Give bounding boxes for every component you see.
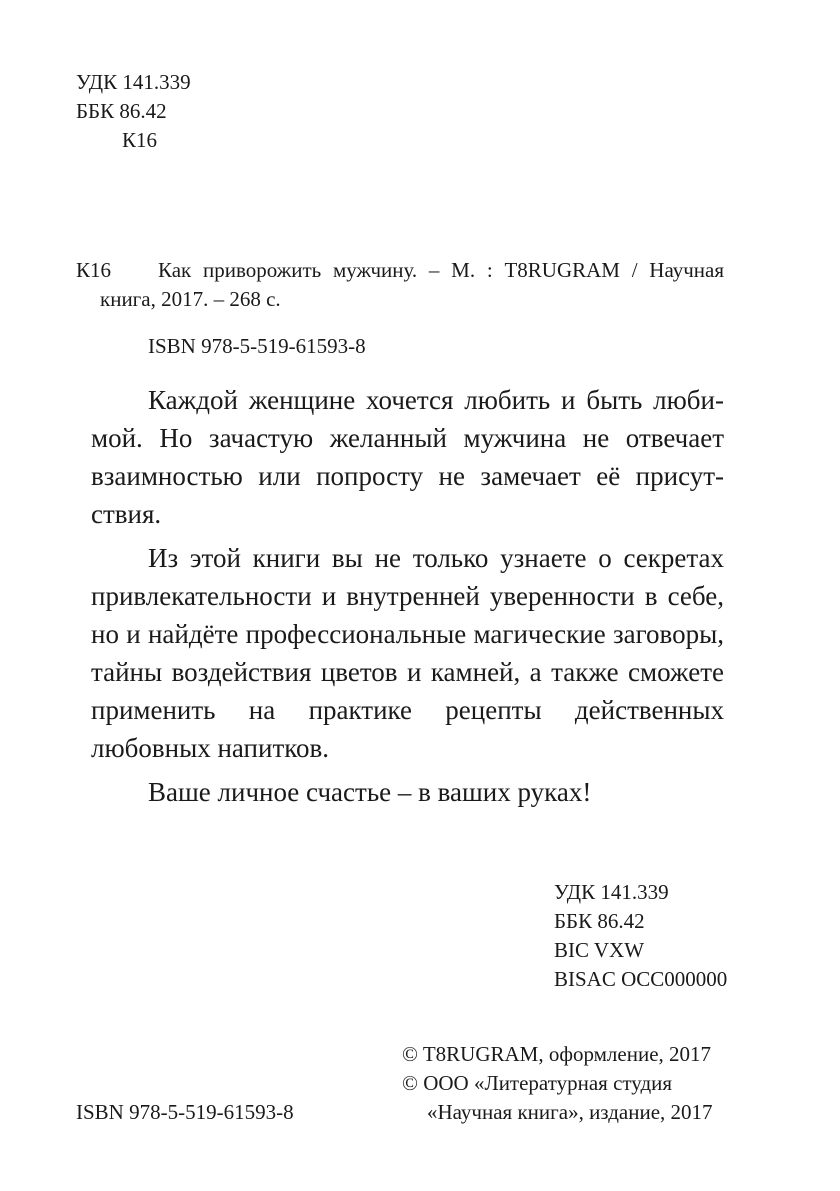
copyright-block [402,1040,724,1127]
classification-block [554,878,727,994]
bibliographic-record [76,256,724,314]
bbk-code: ББК 86.42 [76,99,167,123]
annotation-paragraph: Из этой книги вы не только узнаете о секретах привлекательности и внутренней уверенности в себе, но и найдёте профессиональные магические заговоры, тайны воздействия цветов и камней, а также сможете применить на практике рецепты действенных любовных напитков. [91,543,724,763]
top-classification-codes [76,68,191,155]
author-mark: К16 [122,128,158,152]
bic-code: BIC VXW [554,938,645,962]
copyright-design: © T8RUGRAM, оформление, 2017 [402,1042,712,1066]
bibliographic-isbn: ISBN 978-5-519-61593-8 [148,334,366,358]
annotation-paragraph: Каждой женщине хочется любить и быть любимой. Но зачастую желанный мужчина не отвечает взаимностью или попросту не замечает её присутствия. [91,385,724,529]
copyright-edition-line2: «Научная книга», издание, 2017 [427,1100,713,1124]
annotation-paragraph: Ваше личное счастье – в ваших руках! [148,777,592,807]
udk-code: УДК 141.339 [76,70,191,94]
bisac-code: BISAC OCC000000 [554,967,728,991]
bibliographic-code: К16 [76,258,112,282]
isbn: ISBN 978-5-519-61593-8 [76,1100,294,1124]
bibliographic-description: Как приворожить мужчину. – М. : T8RUGRAM / Научная книга, 2017. – 268 с. [100,258,724,311]
udk-code: УДК 141.339 [554,880,669,904]
bbk-code: ББК 86.42 [554,909,645,933]
annotation [91,381,724,811]
copyright-edition-line1: © ООО «Литературная студия [402,1071,673,1095]
